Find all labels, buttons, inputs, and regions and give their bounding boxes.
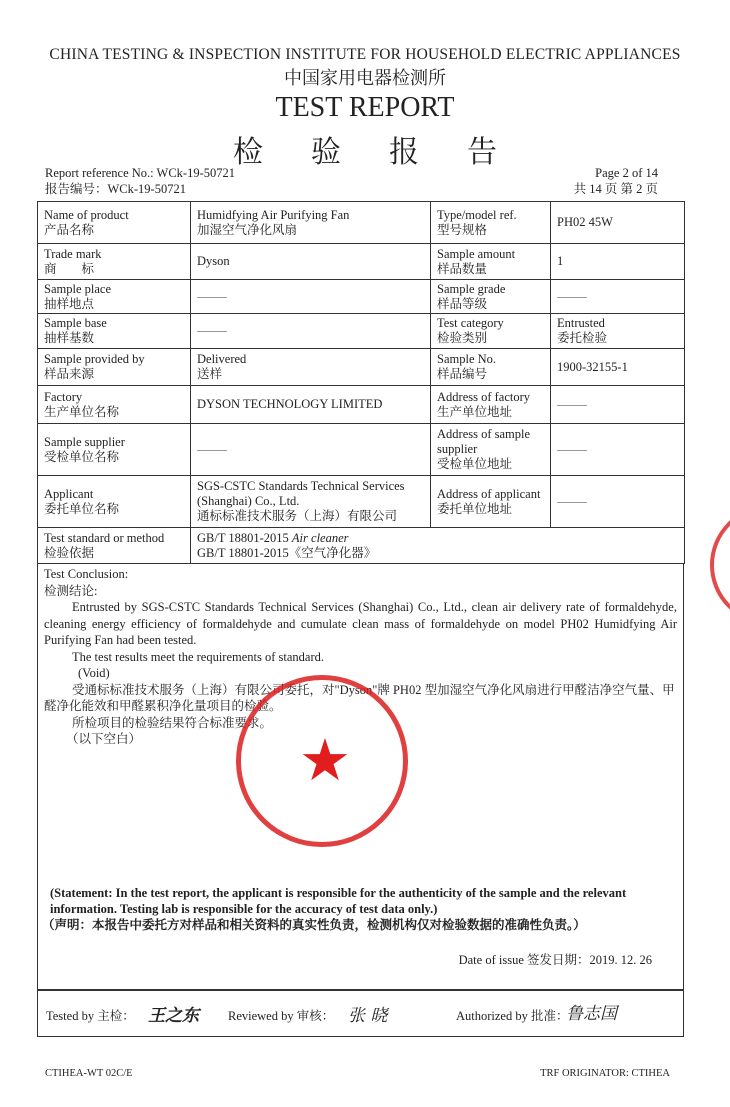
field-value-text: DYSON TECHNOLOGY LIMITED xyxy=(197,397,383,411)
page-number-en: Page 2 of 14 xyxy=(595,166,658,180)
field-label xyxy=(431,314,551,349)
field-label-text: 受检单位地址 xyxy=(437,457,513,471)
report-title-cn: 检验报告 xyxy=(233,136,545,169)
reviewed-by-label: Reviewed by 审核： xyxy=(228,1009,335,1023)
field-value xyxy=(191,476,431,528)
table-row-standard xyxy=(38,528,685,564)
field-value xyxy=(191,386,431,424)
partial-seal-ring xyxy=(712,507,730,623)
table-row xyxy=(38,349,685,386)
report-reference xyxy=(45,165,235,197)
empty-dash xyxy=(197,331,227,332)
date-of-issue: Date of issue 签发日期：2019. 12. 26 xyxy=(458,953,652,967)
field-label-text: 抽样基数 xyxy=(44,331,95,345)
field-label xyxy=(38,476,191,528)
conclusion-blank-cn: （以下空白） xyxy=(66,732,142,746)
conclusion-result-cn: 所检项目的检验结果符合标准要求。 xyxy=(72,715,273,730)
field-label-text: Address of factory xyxy=(437,389,531,404)
conclusion-label: Test Conclusion: xyxy=(44,567,129,581)
field-value-text: 1900-32155-1 xyxy=(557,359,628,374)
label-en: Test standard or method xyxy=(44,530,165,545)
field-value xyxy=(551,386,685,424)
empty-dash xyxy=(557,297,587,298)
field-value xyxy=(191,349,431,386)
empty-dash xyxy=(197,297,227,298)
field-value xyxy=(551,476,685,528)
field-label-text: Test category xyxy=(437,316,504,330)
authorized-by-signature: 鲁志国 xyxy=(566,1004,617,1024)
footer-originator: TRF ORIGINATOR: CTIHEA xyxy=(540,1068,670,1079)
report-reference-cn: 报告编号：WCk-19-50721 xyxy=(45,182,186,196)
field-value xyxy=(191,424,431,476)
page-number-cn: 共 14 页 第 2 页 xyxy=(573,182,658,196)
field-label-text: 样品等级 xyxy=(437,296,488,311)
institute-name-en: CHINA TESTING & INSPECTION INSTITUTE FOR HOUSEHOLD ELECTRIC APPLIANCES xyxy=(49,46,681,63)
field-label xyxy=(431,476,551,528)
table-row xyxy=(38,386,685,424)
table-row xyxy=(38,476,685,528)
statement xyxy=(42,885,675,933)
table-row xyxy=(38,280,685,314)
label-cn: 检验依据 xyxy=(44,545,95,560)
conclusion-label-cn: 检测结论: xyxy=(44,583,98,598)
reviewed-by-signature: 张 晓 xyxy=(348,1006,388,1026)
empty-dash xyxy=(557,450,587,451)
field-value xyxy=(551,349,685,386)
field-value-text: 送样 xyxy=(197,367,223,381)
field-label-text: 生产单位名称 xyxy=(44,404,120,419)
field-label-text: Trade mark xyxy=(44,246,102,261)
field-value-text: 通标标准技术服务（上海）有限公司 xyxy=(197,509,398,523)
field-value-text: PH02 45W xyxy=(557,215,613,229)
statement-cn: （声明：本报告中委托方对样品和相关资料的真实性负责，检测机构仅对检验数据的准确性负责。） xyxy=(42,918,586,932)
report-title-en: TEST REPORT xyxy=(275,92,455,123)
empty-dash xyxy=(557,405,587,406)
field-label-text: Sample supplier xyxy=(44,434,125,449)
field-label-text: Sample base xyxy=(44,316,107,330)
field-label xyxy=(38,386,191,424)
conclusion-text-cn: 受通标标准技术服务（上海）有限公司委托，对"Dyson"牌 PH02 型加湿空气净化风扇进行甲醛洁净空气量、甲醛净化能效和甲醛累积净化量项目的检验。 xyxy=(44,682,675,713)
field-value xyxy=(191,244,431,280)
field-label-text: 委托单位名称 xyxy=(44,501,120,516)
field-value xyxy=(551,280,685,314)
field-label-text: 型号规格 xyxy=(437,222,488,237)
field-label-text: Sample provided by xyxy=(44,352,145,366)
table-row xyxy=(38,202,685,244)
field-value-text: Humidfying Air Purifying Fan xyxy=(197,207,350,222)
field-value xyxy=(551,244,685,280)
field-value xyxy=(551,424,685,476)
standard-label xyxy=(38,528,191,564)
star-icon: ★ xyxy=(299,728,351,793)
field-label-text: Factory xyxy=(44,389,83,404)
field-label-text: Address of sample supplier xyxy=(437,427,531,456)
field-label-text: Name of product xyxy=(44,207,129,222)
field-value-text: 委托检验 xyxy=(557,331,608,345)
field-label-text: 样品编号 xyxy=(437,367,488,381)
field-label xyxy=(38,202,191,244)
field-label-text: Applicant xyxy=(44,486,94,501)
field-label xyxy=(431,349,551,386)
field-value-text: 加湿空气净化风扇 xyxy=(197,222,298,237)
field-label xyxy=(38,314,191,349)
field-label xyxy=(38,280,191,314)
field-label-text: 受检单位名称 xyxy=(44,449,120,464)
field-value-text: Delivered xyxy=(197,352,247,366)
field-label-text: Sample amount xyxy=(437,246,516,261)
field-label xyxy=(431,202,551,244)
field-label-text: 检验类别 xyxy=(437,331,488,345)
field-label xyxy=(431,280,551,314)
field-label xyxy=(431,386,551,424)
field-value xyxy=(191,280,431,314)
field-value xyxy=(191,202,431,244)
report-reference-en: Report reference No.: WCk-19-50721 xyxy=(45,166,235,180)
field-label-text: 抽样地点 xyxy=(44,296,95,311)
institute-name-cn: 中国家用电器检测所 xyxy=(284,68,446,88)
field-value-text: Dyson xyxy=(197,254,230,268)
field-label-text: 样品来源 xyxy=(44,367,95,381)
table-row xyxy=(38,314,685,349)
field-value xyxy=(551,314,685,349)
field-label-text: Sample grade xyxy=(437,281,506,296)
field-label-text: 商 标 xyxy=(44,261,95,276)
field-label-text: 产品名称 xyxy=(44,222,95,237)
standard-en xyxy=(197,531,678,546)
field-label-text: Sample place xyxy=(44,281,111,296)
field-value-text: SGS-CSTC Standards Technical Services (Shanghai) Co., Ltd. xyxy=(197,479,405,508)
info-table xyxy=(37,201,685,564)
field-value-text: Entrusted xyxy=(557,316,605,330)
partial-seal xyxy=(708,505,730,625)
empty-dash xyxy=(197,450,227,451)
field-label xyxy=(431,244,551,280)
conclusion-result: The test results meet the requirements of standard. xyxy=(72,649,325,664)
field-label xyxy=(38,424,191,476)
field-value-text: 1 xyxy=(557,254,564,268)
field-label-text: Sample No. xyxy=(437,352,497,366)
standard-cn: GB/T 18801-2015《空气净化器》 xyxy=(197,545,377,560)
standard-value xyxy=(191,528,685,564)
field-value xyxy=(551,202,685,244)
official-seal xyxy=(236,675,408,847)
field-label xyxy=(38,349,191,386)
field-label xyxy=(431,424,551,476)
field-value xyxy=(191,314,431,349)
page-number xyxy=(574,165,658,197)
authorized-by-label: Authorized by 批准： xyxy=(456,1009,569,1023)
field-label xyxy=(38,244,191,280)
conclusion-text: Entrusted by SGS-CSTC Standards Technical Services (Shanghai) Co., Ltd., clean air delivery rate of formaldehyde, cleaning energy efficiency of formaldehyde and cumulate clean mass of formaldehyde on model PH02 Humidfying Air Purifying Fan had been tested. xyxy=(44,600,677,647)
conclusion-void: (Void) xyxy=(78,666,110,680)
field-label-text: 生产单位地址 xyxy=(437,404,513,419)
tested-by-signature: 王之东 xyxy=(148,1006,199,1026)
footer-form-code: CTIHEA-WT 02C/E xyxy=(45,1068,133,1079)
empty-dash xyxy=(557,502,587,503)
field-label-text: Type/model ref. xyxy=(437,207,517,222)
table-row xyxy=(38,244,685,280)
table-row xyxy=(38,424,685,476)
field-label-text: 样品数量 xyxy=(437,261,488,276)
standard-code: GB/T 18801-2015 xyxy=(197,530,289,545)
statement-en: (Statement: In the test report, the applicant is responsible for the authenticity of the sample and the relevant information. Testing lab is responsible for the accuracy of test data only.) xyxy=(50,886,627,916)
signature-row xyxy=(37,990,684,1037)
field-label-text: Address of applicant xyxy=(437,486,541,501)
standard-name: Air cleaner xyxy=(291,530,349,545)
field-label-text: 委托单位地址 xyxy=(437,501,513,516)
tested-by-label: Tested by 主检： xyxy=(46,1009,135,1023)
